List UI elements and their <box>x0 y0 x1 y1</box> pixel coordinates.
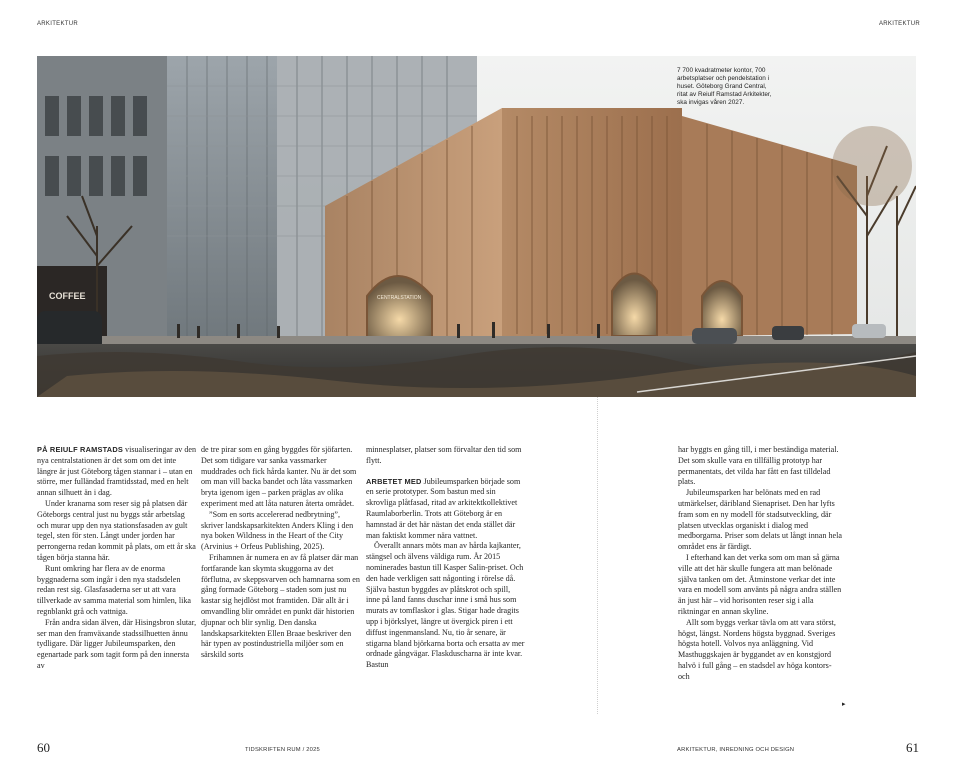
paragraph: Överallt annars möts man av hårda kajkanter, stängsel och älvens väldiga rum. År 2015 nominerades bastun till Kasper Salin-priset. Och den hade verkligen satt någonting i rörelse då. Själva bastun byggdes av plåtskrot och spill, inne på land fanns duschar inne i små hus som murats av tomflaskor i glas. Stigar hade dragits upp i björkslyet, längre ut övergick piren i ett diffust ingenmansland. Nu, tio år senare, är stigarna bland björkarna borta och ersatta av mer ordnade gångvägar. Flaskduscharna är inte kvar. Bastun <box>366 541 525 670</box>
text-column-2 <box>201 445 361 661</box>
publication-footer: TIDSKRIFTEN RUM / 2025 <box>245 747 320 753</box>
paragraph: ”Som en sorts accelererad nedbrytning”, skriver landskapsarkitekten Anders Kling i den nya boken Wildness in the Heart of the City (Arvinius + Orfeus Publishing, 2025). <box>201 509 354 552</box>
paragraph: de tre pirar som en gång byggdes för sjöfarten. Det som tidigare var sanka vassmarker muddrades och fick hårda kanter. Nu är det som om man vill backa bandet och låta vassmarken bryta igenom igen – parken präglas av olika experiment med att låta naturen återta området. <box>201 445 357 508</box>
paragraph <box>366 477 526 542</box>
coffee-sign: COFFEE <box>49 291 86 301</box>
image-caption: 7 700 kvadratmeter kontor, 700 arbetsplatser och pendelstation i huset. Göteborg Grand Central, ritat av Reiulf Ramstad Arkitekter, ska invigas våren 2027. <box>677 67 772 106</box>
text-column-4 <box>678 445 844 683</box>
paragraph: Frihamnen är numera en av få platser där man fortfarande kan skymta skuggorna av det förflutna, av skeppsvarven och hamnarna som en gång formade Göteborg – staden som just nu kastar sig hejdlöst mot framtiden. Där allt är i omvandling blir området en punkt där historien djupnar och blir synlig. Den danska landskapsarkitekten Ellen Braae beskriver den här typen av postindustriella miljöer som en särskild sorts <box>201 552 360 660</box>
paragraph: I efterhand kan det verka som om man så gärna ville att det här skulle fungera att man belönade själva tanken om det. Åtminstone verkar det inte vara en modell som använts på några andra ställen än just här – vid horisonten reser sig i alla riktningar en annan skyline. <box>678 552 842 616</box>
text-column-1 <box>37 445 197 672</box>
paragraph: Från andra sidan älven, där Hisingsbron slutar, ser man den framväxande stadssilhuetten ännu tydligare. Där ligger Jubileumsparken, den egenartade park som tagit form på den innersta av <box>37 617 197 670</box>
paragraph-text: visualiseringar av den nya centralstationen är det som om det inte längre är just Göteborg tågen stannar i – utan en större, mer fulländad framtidsstad, med en helt annan silhuett än i dag. <box>37 445 197 498</box>
section-footer: ARKITEKTUR, INREDNING OCH DESIGN <box>677 747 795 753</box>
page-number-right: 61 <box>906 740 919 755</box>
paragraph: har byggts en gång till, i mer beständiga material. Det som skulle vara en tillfällig prototyp har permanentats, det vilda har fått en fast tilldelad plats. <box>678 445 839 487</box>
text-column-3 <box>366 445 526 671</box>
lead-in: ARBETET MED <box>366 476 422 486</box>
paragraph-text: Jubileumsparken började som en serie prototyper. Som bastun med sin skrovliga plåtfasad, ritad av arkitektkollektivet Raumlaborberlin. Trots att Göteborg är en hamnstad är det här nästan det enda stället där man faktiskt kommer nära vattnet. <box>366 476 521 540</box>
gutter-divider <box>597 396 598 714</box>
paragraph: Allt som byggs verkar tävla om att vara störst, högst, längst. Nordens högsta byggnad. Sveriges högsta hotell. Volvos nya anläggning. Vid Masthuggskajen är byggandet av en konstgjord halvö i full gång – en stadsdel av höga kontors- och <box>678 617 836 681</box>
paragraph: minnesplatser, platser som förvaltar den tid som flytt. <box>366 445 522 465</box>
section-label-left: ARKITEKTUR <box>37 21 79 27</box>
section-label-right: ARKITEKTUR <box>879 21 921 27</box>
continue-arrow-icon: ▸ <box>842 700 846 708</box>
lead-in: PÅ REIULF RAMSTADS <box>37 445 123 454</box>
paragraph: Runt omkring har flera av de enorma byggnaderna som ingår i den nya stadsdelen redan rest sig. Glasfasaderna ser ut att vara tillverkade av samma material som himlen, lika regnblankt grå och vattniga. <box>37 563 191 616</box>
paragraph: Under kranarna som reser sig på platsen där Göteborgs central just nu byggs står arbetslag och murar upp den nya stationsfasaden av gult tegel, sten för sten. Långt under jorden har perrongerna redan kommit på plats, om ett år ska tågen börja stanna här. <box>37 498 196 562</box>
centralstation-sign: CENTRALSTATION <box>377 295 422 301</box>
page-number-left: 60 <box>37 740 50 755</box>
station-render-image <box>37 56 916 397</box>
paragraph: Jubileumsparken har belönats med en rad utmärkelser, däribland Sienapriset. Den har lyfts fram som en ny modell för stadsutveckling, där platsen utvecklas organiskt i dialog med medborgarna. Priser som delats ut långt innan hela området ens är färdigt. <box>678 488 842 552</box>
paragraph <box>37 445 197 499</box>
